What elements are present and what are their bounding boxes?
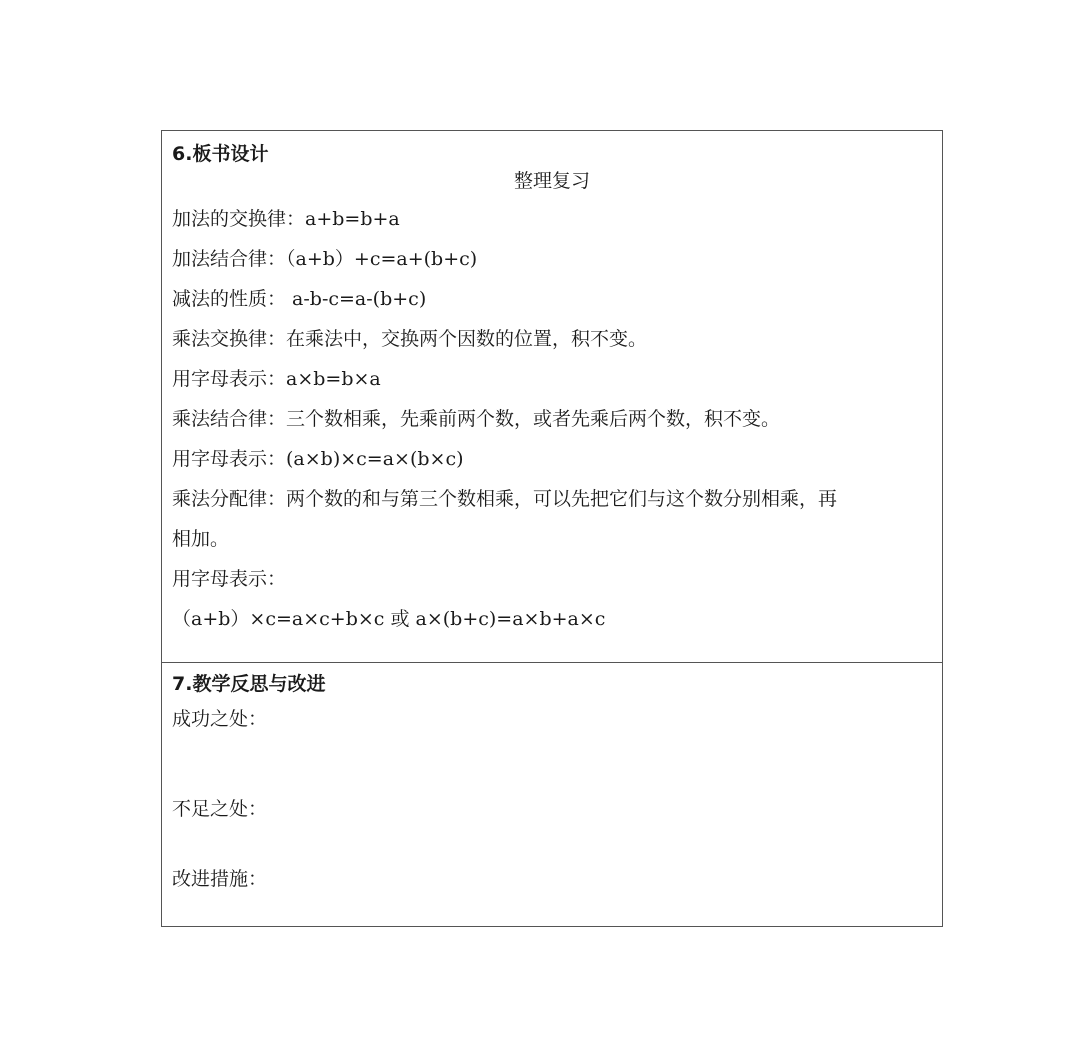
commutative-formula: 用字母表示：a×b=b×a: [172, 368, 381, 390]
shortcoming-label: 不足之处：: [172, 798, 268, 820]
board-design-section: [162, 131, 942, 663]
subtraction-property: 减法的性质： a-b-c=a-(b+c): [172, 288, 427, 310]
lesson-plan-table: [161, 130, 943, 927]
multiplication-commutative-law: 乘法交换律：在乘法中，交换两个因数的位置，积不变。: [172, 328, 648, 350]
success-label: 成功之处：: [172, 708, 268, 730]
teaching-reflection-section: [162, 663, 942, 926]
board-design-title: 整理复习: [513, 170, 590, 192]
distributive-law: 乘法分配律：两个数的和与第三个数相乘，可以先把它们与这个数分别相乘，再: [172, 488, 838, 510]
teaching-reflection-heading: 7.教学反思与改进: [172, 673, 326, 695]
addition-commutative-law: 加法的交换律：a+b=b+a: [172, 208, 400, 230]
distributive-law-continued: 相加。: [172, 528, 230, 550]
multiplication-associative-law: 乘法结合律：三个数相乘，先乘前两个数，或者先乘后两个数，积不变。: [172, 408, 781, 430]
distributive-formula: （a+b）×c=a×c+b×c 或 a×(b+c)=a×b+a×c: [172, 608, 606, 630]
improvement-label: 改进措施：: [172, 868, 268, 890]
distributive-formula-label: 用字母表示：: [172, 568, 287, 590]
board-design-heading: 6.板书设计: [172, 143, 269, 165]
associative-formula: 用字母表示：(a×b)×c=a×(b×c): [172, 448, 464, 470]
addition-associative-law: 加法结合律：（a+b）+c=a+(b+c): [172, 248, 478, 270]
